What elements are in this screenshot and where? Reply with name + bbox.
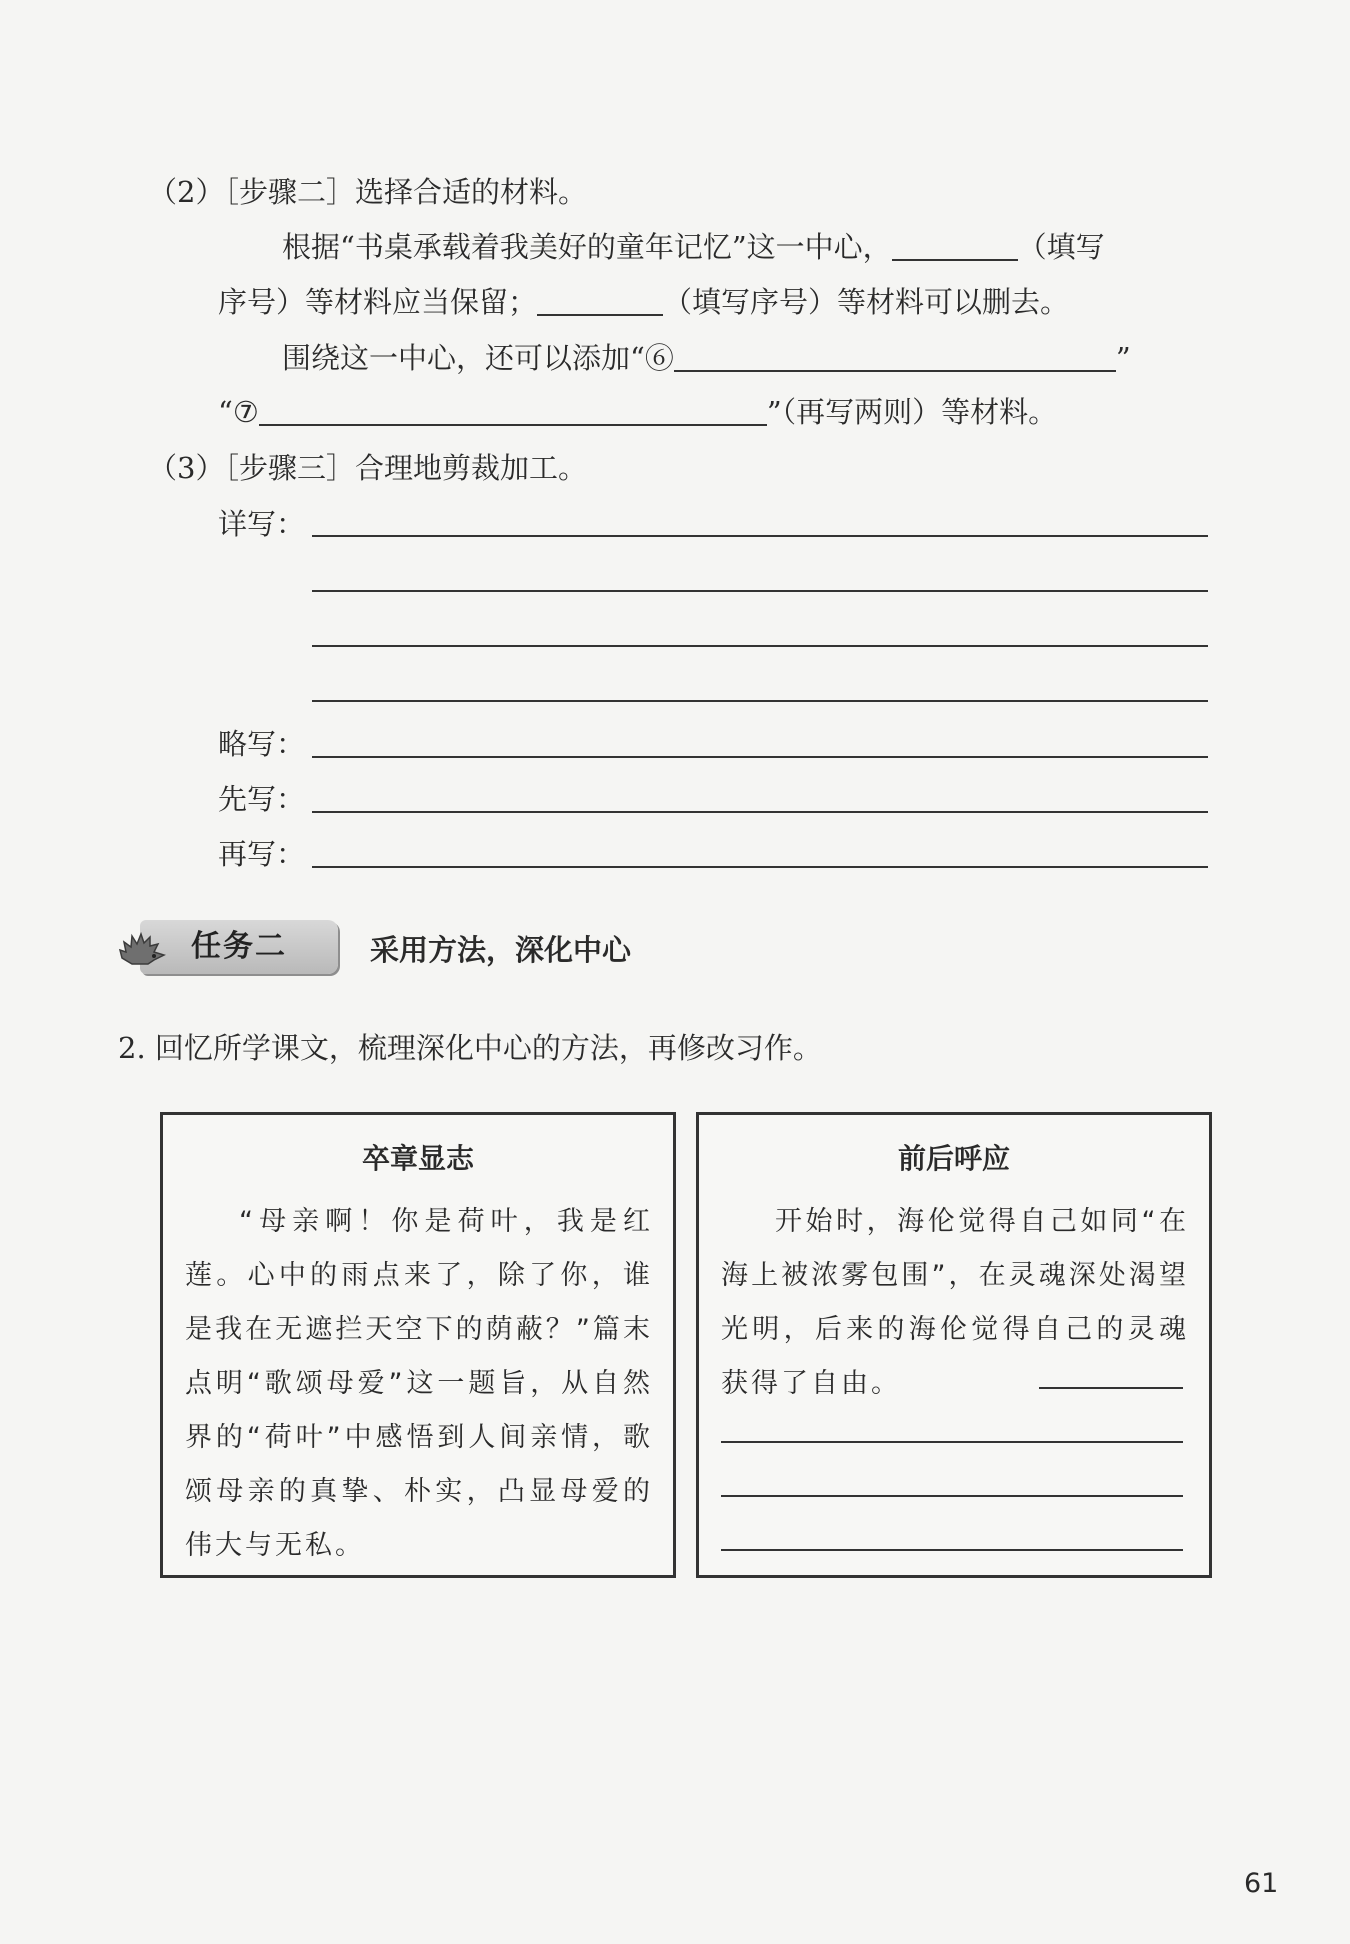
right-box-body: 开始时，海伦觉得自己如同“在海上被浓雾包围”，在灵魂深处渴望光明，后来的海伦觉得自己的灵魂获得了自由。 <box>721 1206 1189 1399</box>
left-box-title: 卒章显志 <box>361 1142 474 1175</box>
step2-line1-suffix: （填写 <box>1017 230 1105 264</box>
step2-line3-suffix: ” <box>1115 341 1131 375</box>
page-number: 61 <box>1244 1868 1279 1899</box>
step2-line4-text: “⑦ <box>218 395 259 429</box>
then-line[interactable] <box>312 866 1208 868</box>
keep-number-blank[interactable] <box>892 229 1018 261</box>
detail-line-2[interactable] <box>312 590 1208 592</box>
brief-label: 略写： <box>218 727 306 761</box>
step2-line2-text: 序号）等材料应当保留； <box>218 285 538 319</box>
step2-line1-text: 根据“书桌承载着我美好的童年记忆”这一中心， <box>282 230 892 264</box>
delete-number-blank[interactable] <box>537 284 663 316</box>
detail-label: 详写： <box>218 507 306 541</box>
first-label: 先写： <box>218 782 306 816</box>
then-label: 再写： <box>218 837 306 871</box>
right-box-answer-line-2[interactable] <box>721 1441 1183 1443</box>
material-6-blank[interactable] <box>674 340 1116 372</box>
step2-line3 <box>282 336 1131 380</box>
right-method-box <box>696 1112 1212 1578</box>
question-2: 2. 回忆所学课文，梳理深化中心的方法，再修改习作。 <box>118 1031 822 1065</box>
task2-title: 采用方法，深化中心 <box>370 933 632 967</box>
step2-heading: （2）［步骤二］选择合适的材料。 <box>148 175 587 209</box>
left-box-body: “母亲啊！你是荷叶，我是红莲。心中的雨点来了，除了你，谁是我在无遮拦天空下的荫蔽？”篇末点明“歌颂母爱”这一题旨，从自然界的“荷叶”中感悟到人间亲情，歌颂母亲的真挚、朴实，凸显母爱的伟大与无私。 <box>185 1206 653 1561</box>
right-box-answer-line-3[interactable] <box>721 1495 1183 1497</box>
step2-line4 <box>218 390 1057 434</box>
hedgehog-icon <box>118 928 166 968</box>
step3-heading: （3）［步骤三］合理地剪裁加工。 <box>148 451 587 485</box>
step2-line2 <box>218 280 1069 324</box>
step2-line2-suffix: （填写序号）等材料可以删去。 <box>663 285 1070 319</box>
task2-tag: 任务二 <box>140 920 338 974</box>
first-line[interactable] <box>312 811 1208 813</box>
brief-line[interactable] <box>312 756 1208 758</box>
detail-line-1[interactable] <box>312 535 1208 537</box>
step2-line3-text: 围绕这一中心，还可以添加“⑥ <box>282 341 674 375</box>
task2-banner <box>118 918 338 976</box>
detail-line-3[interactable] <box>312 645 1208 647</box>
step2-line4-suffix: ”（再写两则）等材料。 <box>766 395 1058 429</box>
right-box-answer-line-1[interactable] <box>1039 1387 1183 1389</box>
step2-line1 <box>282 225 1105 269</box>
material-7-blank[interactable] <box>259 394 767 426</box>
right-box-title: 前后呼应 <box>897 1142 1010 1175</box>
left-method-box <box>160 1112 676 1578</box>
right-box-answer-line-4[interactable] <box>721 1549 1183 1551</box>
detail-line-4[interactable] <box>312 700 1208 702</box>
